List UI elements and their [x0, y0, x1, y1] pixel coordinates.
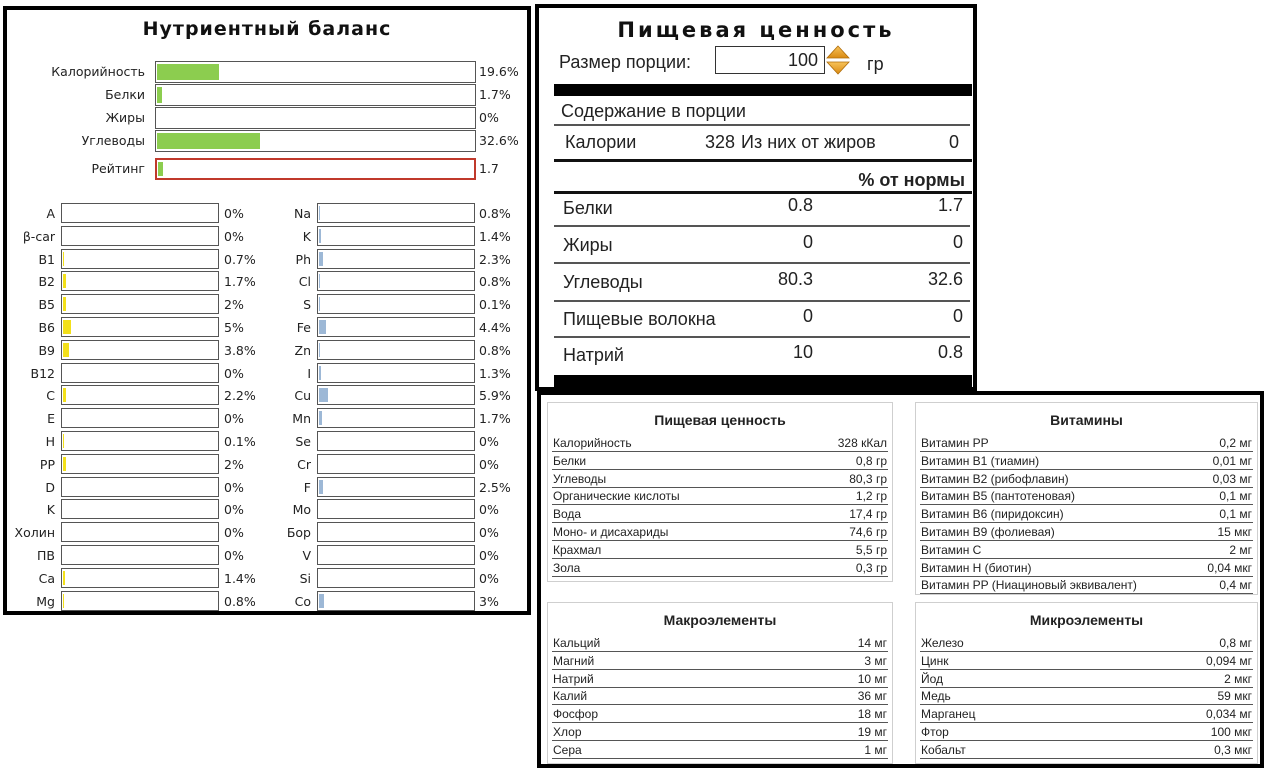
nutrient-label: B5	[38, 297, 55, 313]
divider	[554, 262, 970, 264]
table-row	[920, 559, 1253, 577]
nutrient-label: B6	[38, 320, 55, 335]
rating-bar	[155, 158, 476, 180]
balance-row	[7, 84, 527, 106]
table-row-value: 100 мкг	[1210, 725, 1252, 739]
table-row-value: 2 мг	[1229, 542, 1252, 557]
table-row	[920, 505, 1253, 523]
nutrient-percent: 5.9%	[479, 388, 511, 404]
nutrient-percent: 0%	[224, 525, 244, 541]
nutrient-bar-fill	[319, 366, 321, 380]
table-row-value: 2 мкг	[1224, 671, 1252, 686]
table-row	[920, 470, 1253, 488]
table-row	[552, 705, 888, 723]
nutrient-percent: 0.1%	[224, 434, 256, 449]
nutrient-label: Zn	[294, 342, 311, 358]
mineral-row	[7, 249, 527, 269]
table-row	[552, 741, 888, 759]
nutrient-percent: 0.8%	[224, 593, 256, 609]
nutrient-bar	[317, 568, 475, 588]
nutrient-bar	[317, 454, 475, 474]
balance-row-label: Белки	[105, 87, 145, 102]
nutrient-bar	[317, 203, 475, 223]
divider	[554, 225, 970, 227]
nutrient-percent: 0%	[224, 411, 244, 427]
nutrient-label: Na	[293, 206, 311, 221]
table-row-name: Цинк	[921, 653, 949, 668]
nutrient-bar	[317, 363, 475, 383]
nutrient-label: Холин	[14, 525, 55, 541]
table-row	[552, 687, 888, 705]
table-row	[920, 670, 1253, 688]
nutrient-bar	[317, 249, 475, 269]
nutrient-label: ПВ	[37, 548, 55, 563]
nutrient-label: Si	[299, 570, 311, 586]
balance-bar	[155, 107, 476, 129]
balance-row-percent: 0%	[479, 110, 499, 125]
table-row-value: 1,2 гр	[855, 489, 887, 504]
nutrient-percent: 0%	[479, 525, 499, 541]
facts-row-name: Натрий	[563, 345, 624, 365]
table-row-value: 3 мг	[864, 653, 887, 668]
nutrient-bar-fill	[319, 388, 328, 402]
nutrient-label: Fe	[296, 320, 311, 335]
table-row-value: 18 мг	[857, 707, 887, 722]
nutrient-percent: 5%	[224, 320, 244, 335]
balance-row-percent: 1.7%	[479, 87, 511, 102]
table-row-value: 0,2 мг	[1219, 436, 1252, 450]
table-row-name: Вода	[553, 507, 582, 522]
balance-row-percent: 32.6%	[479, 133, 519, 148]
mineral-row	[7, 568, 527, 588]
table-row-value: 0,01 мг	[1212, 453, 1252, 468]
nutrient-percent: 1.7%	[479, 411, 511, 427]
nutrient-bar	[317, 431, 475, 451]
table-row-name: Витамин PP	[921, 436, 989, 450]
nutrient-percent: 3.8%	[224, 342, 256, 358]
nutrition-facts-panel	[535, 4, 977, 391]
nutrient-label: F	[303, 479, 311, 495]
table-row	[552, 487, 888, 505]
table-row-name: Витамин B9 (фолиевая)	[921, 525, 1055, 539]
table-row-name: Кобальт	[921, 742, 966, 757]
table-row	[920, 741, 1253, 759]
from-fat-label: Из них от жиров	[741, 132, 876, 152]
mineral-row	[7, 294, 527, 314]
balance-row	[7, 158, 527, 180]
balance-row-percent: 19.6%	[479, 64, 519, 79]
divider	[554, 336, 970, 338]
nutrient-percent: 0%	[224, 206, 244, 221]
table-row-value: 0,1 мг	[1219, 507, 1252, 522]
table-row-name: Витамин H (биотин)	[921, 560, 1032, 575]
facts-row-amount: 0.8	[787, 195, 813, 215]
table-row-value: 0,03 мг	[1212, 471, 1252, 486]
vitamins-table-title: Витамины	[1050, 412, 1123, 428]
macro-table	[547, 602, 893, 764]
calories-value: 328	[704, 132, 735, 152]
nutrient-percent: 0%	[479, 570, 499, 586]
table-row-value: 80,3 гр	[849, 471, 887, 486]
balance-row	[7, 130, 527, 152]
nutrient-label: Mn	[292, 411, 311, 427]
nutrient-bar-fill	[319, 252, 323, 266]
nutrient-percent: 2.5%	[479, 479, 511, 495]
nutrient-label: Mo	[292, 502, 311, 518]
nutrient-percent: 2%	[224, 297, 244, 313]
from-fat-value: 0	[948, 132, 959, 152]
nutrient-label: B1	[38, 251, 55, 267]
table-row	[552, 434, 888, 452]
facts-row-name: Пищевые волокна	[563, 309, 716, 329]
nutrient-bar-fill	[319, 320, 326, 334]
table-row-value: 5,5 гр	[855, 542, 887, 557]
table-row-value: 17,4 гр	[849, 507, 887, 522]
table-row	[552, 670, 888, 688]
portion-label: Размер порции:	[559, 52, 692, 72]
table-row-value: 0,8 мг	[1219, 636, 1252, 650]
balance-bar	[155, 61, 476, 83]
facts-row-percent: 0.8	[937, 342, 963, 362]
nutrition-table	[547, 402, 893, 582]
nutrient-bar	[317, 477, 475, 497]
nutrient-percent: 0%	[224, 228, 244, 244]
nutrient-balance-panel	[3, 6, 531, 615]
table-row-value: 15 мкг	[1217, 525, 1252, 539]
table-row-name: Сера	[553, 742, 582, 757]
nutrient-bar-fill	[319, 274, 320, 288]
nutrient-percent: 1.4%	[224, 570, 256, 586]
nutrient-bar-fill	[319, 480, 323, 494]
table-row-value: 74,6 гр	[849, 525, 887, 539]
table-row-name: Витамин B1 (тиамин)	[921, 453, 1040, 468]
nutrient-label: B2	[38, 274, 55, 290]
nutrient-label: B12	[30, 365, 55, 381]
nutrient-label: B9	[38, 342, 55, 358]
facts-row-name: Жиры	[563, 235, 613, 255]
table-row-name: Крахмал	[553, 542, 602, 557]
table-row	[920, 452, 1253, 470]
nutrient-label: K	[46, 502, 55, 518]
table-row-name: Фтор	[921, 725, 949, 739]
facts-row-name: Белки	[563, 198, 613, 218]
table-row	[552, 505, 888, 523]
nutrient-bar	[317, 294, 475, 314]
table-row	[552, 652, 888, 670]
nutrient-label: C	[46, 388, 55, 404]
balance-row-label: Углеводы	[81, 133, 145, 148]
nutrient-percent: 2.3%	[479, 251, 511, 267]
nutrient-percent: 0%	[224, 365, 244, 381]
nutrient-label: Бор	[286, 525, 311, 541]
table-row	[552, 723, 888, 741]
facts-row-percent: 1.7	[937, 195, 963, 215]
balance-row-label: Калорийность	[51, 64, 145, 79]
table-row-name: Магний	[553, 653, 595, 668]
nutrient-label: PP	[39, 456, 55, 472]
divider	[554, 300, 970, 302]
facts-row-percent: 0	[952, 306, 963, 326]
nutrient-bar	[317, 408, 475, 428]
nutrient-bar	[317, 340, 475, 360]
table-row-value: 14 мг	[857, 636, 887, 650]
table-row	[552, 523, 888, 541]
portion-size-input[interactable]	[715, 46, 825, 74]
portion-unit: гр	[867, 54, 884, 74]
nutrient-label: A	[46, 206, 55, 221]
nutrient-percent: 0%	[479, 548, 499, 563]
table-row-name: Йод	[921, 671, 944, 686]
table-row	[552, 470, 888, 488]
table-row	[920, 705, 1253, 723]
nutrient-percent: 2.2%	[224, 388, 256, 404]
table-row-value: 1 мг	[864, 742, 887, 757]
nutrient-bar	[317, 522, 475, 542]
table-row-value: 0,3 гр	[855, 560, 887, 575]
balance-bar-fill	[157, 87, 162, 103]
table-row	[920, 723, 1253, 741]
nutrition-table-title: Пищевая ценность	[654, 412, 786, 428]
table-row-name: Калий	[553, 689, 588, 704]
nutrient-percent: 3%	[479, 593, 499, 609]
nutrient-label: Se	[295, 434, 311, 449]
nutrient-percent: 0.8%	[479, 274, 511, 290]
balance-bar-fill	[157, 133, 260, 149]
nutrient-bar	[317, 591, 475, 611]
nutrient-label: Cl	[298, 274, 311, 290]
table-row	[920, 576, 1253, 594]
facts-row-amount: 10	[792, 342, 813, 362]
table-row-value: 0,1 мг	[1219, 489, 1252, 504]
table-row	[552, 634, 888, 652]
mineral-row	[7, 591, 527, 611]
mineral-row	[7, 271, 527, 291]
mineral-row	[7, 226, 527, 246]
balance-row	[7, 61, 527, 83]
nutrient-bar-fill	[319, 411, 322, 425]
macro-table-title: Макроэлементы	[663, 612, 777, 628]
nutrient-label: E	[47, 411, 55, 427]
table-row-value: 328 кКал	[837, 436, 887, 450]
table-row-name: Витамин B6 (пиридоксин)	[921, 507, 1064, 522]
nutrient-percent: 0%	[224, 502, 244, 518]
vitamins-table	[915, 402, 1258, 595]
facts-row-name: Углеводы	[563, 272, 643, 292]
divider	[554, 84, 972, 96]
balance-row	[7, 107, 527, 129]
table-row-value: 0,034 мг	[1206, 707, 1252, 722]
table-row-name: Железо	[921, 636, 964, 650]
table-row-name: Натрий	[553, 671, 594, 686]
table-row	[920, 523, 1253, 541]
table-row	[920, 687, 1253, 705]
balance-bar-fill	[157, 64, 219, 80]
micro-table	[915, 602, 1258, 764]
balance-row-label: Жиры	[105, 110, 145, 125]
table-row-value: 0,8 гр	[855, 453, 887, 468]
nutrient-label: V	[302, 548, 311, 563]
facts-title: Пищевая ценность	[617, 18, 895, 42]
content-header: Содержание в порции	[561, 101, 746, 121]
nutrient-bar-fill	[319, 594, 324, 608]
nutrient-percent: 0%	[224, 548, 244, 563]
table-row	[920, 652, 1253, 670]
table-row-value: 36 мг	[857, 689, 887, 704]
nutrient-bar	[317, 226, 475, 246]
table-row-value: 10 мг	[857, 671, 887, 686]
nutrient-label: K	[302, 228, 311, 244]
nutrient-percent: 0%	[479, 502, 499, 518]
nutrient-bar	[317, 317, 475, 337]
nutrient-bar-fill	[319, 229, 321, 243]
nutrient-label: S	[303, 297, 311, 313]
nutrient-label: D	[45, 479, 55, 495]
calories-label: Калории	[565, 132, 637, 152]
balance-bar	[155, 84, 476, 106]
balance-bar	[155, 130, 476, 152]
table-row-name: Марганец	[921, 707, 976, 722]
divider	[554, 124, 970, 126]
nutrient-label: Cr	[297, 456, 311, 472]
nutrient-label: I	[307, 365, 311, 381]
table-row-name: Хлор	[553, 725, 582, 739]
table-row-name: Зола	[553, 560, 581, 575]
table-row-value: 0,04 мкг	[1207, 560, 1252, 575]
table-row	[920, 541, 1253, 559]
nutrient-percent: 2%	[224, 456, 244, 472]
table-row-name: Фосфор	[553, 707, 599, 722]
nutrient-percent: 0.1%	[479, 297, 511, 313]
facts-row-percent: 32.6	[927, 269, 963, 289]
table-row-name: Кальций	[553, 636, 601, 650]
detail-tables-panel	[537, 391, 1264, 768]
mineral-row	[7, 477, 527, 497]
table-row-value: 19 мг	[857, 725, 887, 739]
table-row	[552, 452, 888, 470]
mineral-row	[7, 203, 527, 223]
balance-row-label: Рейтинг	[91, 161, 145, 176]
mineral-row	[7, 545, 527, 565]
nutrient-bar	[317, 545, 475, 565]
nutrient-bar	[317, 385, 475, 405]
table-row-value: 0,094 мг	[1206, 653, 1252, 668]
mineral-row	[7, 431, 527, 451]
table-row-name: Органические кислоты	[553, 489, 680, 504]
divider	[554, 375, 972, 387]
table-row-name: Калорийность	[553, 436, 632, 450]
nutrient-percent: 0%	[224, 479, 244, 495]
divider	[554, 191, 972, 194]
balance-row-percent: 1.7	[479, 161, 499, 176]
mineral-row	[7, 363, 527, 383]
nutrient-label: Co	[294, 593, 311, 609]
table-row-value: 0,4 мг	[1219, 578, 1252, 593]
balance-bar-fill	[158, 162, 163, 176]
facts-row-amount: 0	[802, 232, 813, 252]
nutrient-percent: 0.8%	[479, 206, 511, 221]
portion-spinner-icon[interactable]	[826, 44, 850, 76]
mineral-row	[7, 499, 527, 519]
nutrient-label: Cu	[294, 388, 311, 404]
mineral-row	[7, 385, 527, 405]
nutrient-percent: 4.4%	[479, 320, 511, 335]
nutrient-percent: 1.4%	[479, 228, 511, 244]
facts-row-percent: 0	[952, 232, 963, 252]
nutrient-percent: 0.7%	[224, 251, 256, 267]
table-row-name: Моно- и дисахариды	[553, 525, 669, 539]
table-row	[920, 487, 1253, 505]
nutrient-percent: 1.3%	[479, 365, 511, 381]
nutrient-label: Ph	[295, 251, 311, 267]
balance-title: Нутриентный баланс	[142, 18, 392, 40]
mineral-row	[7, 522, 527, 542]
facts-row-amount: 0	[802, 306, 813, 326]
nutrient-percent: 0%	[479, 456, 499, 472]
table-row	[920, 634, 1253, 652]
table-row-name: Белки	[553, 453, 587, 468]
nutrient-bar-fill	[319, 343, 320, 357]
table-row	[552, 559, 888, 577]
nutrient-label: H	[45, 434, 55, 449]
nutrient-percent: 0.8%	[479, 342, 511, 358]
nutrient-bar	[317, 271, 475, 291]
micro-table-title: Микроэлементы	[1029, 612, 1144, 628]
nutrient-percent: 0%	[479, 434, 499, 449]
nutrient-label: Mg	[36, 593, 55, 609]
table-row	[552, 541, 888, 559]
nutrient-bar-fill	[319, 206, 320, 220]
table-row-name: Витамин C	[921, 542, 982, 557]
table-row-name: Медь	[921, 689, 951, 704]
table-row-value: 59 мкг	[1217, 689, 1252, 704]
table-row-name: Витамин B5 (пантотеновая)	[921, 489, 1075, 504]
table-row	[920, 434, 1253, 452]
mineral-row	[7, 317, 527, 337]
table-row-name: Углеводы	[553, 471, 607, 486]
nutrient-percent: 1.7%	[224, 274, 256, 290]
mineral-row	[7, 340, 527, 360]
table-row-name: Витамин B2 (рибофлавин)	[921, 471, 1069, 486]
nutrient-label: β-car	[22, 228, 55, 244]
mineral-row	[7, 408, 527, 428]
facts-row-amount: 80.3	[777, 269, 813, 289]
nutrient-label: Ca	[38, 570, 55, 586]
divider	[554, 159, 972, 162]
norm-header: % от нормы	[858, 170, 965, 190]
nutrient-bar	[317, 499, 475, 519]
table-row-name: Витамин PP (Ниациновый эквивалент)	[921, 578, 1137, 593]
table-row-value: 0,3 мкг	[1214, 742, 1252, 757]
mineral-row	[7, 454, 527, 474]
